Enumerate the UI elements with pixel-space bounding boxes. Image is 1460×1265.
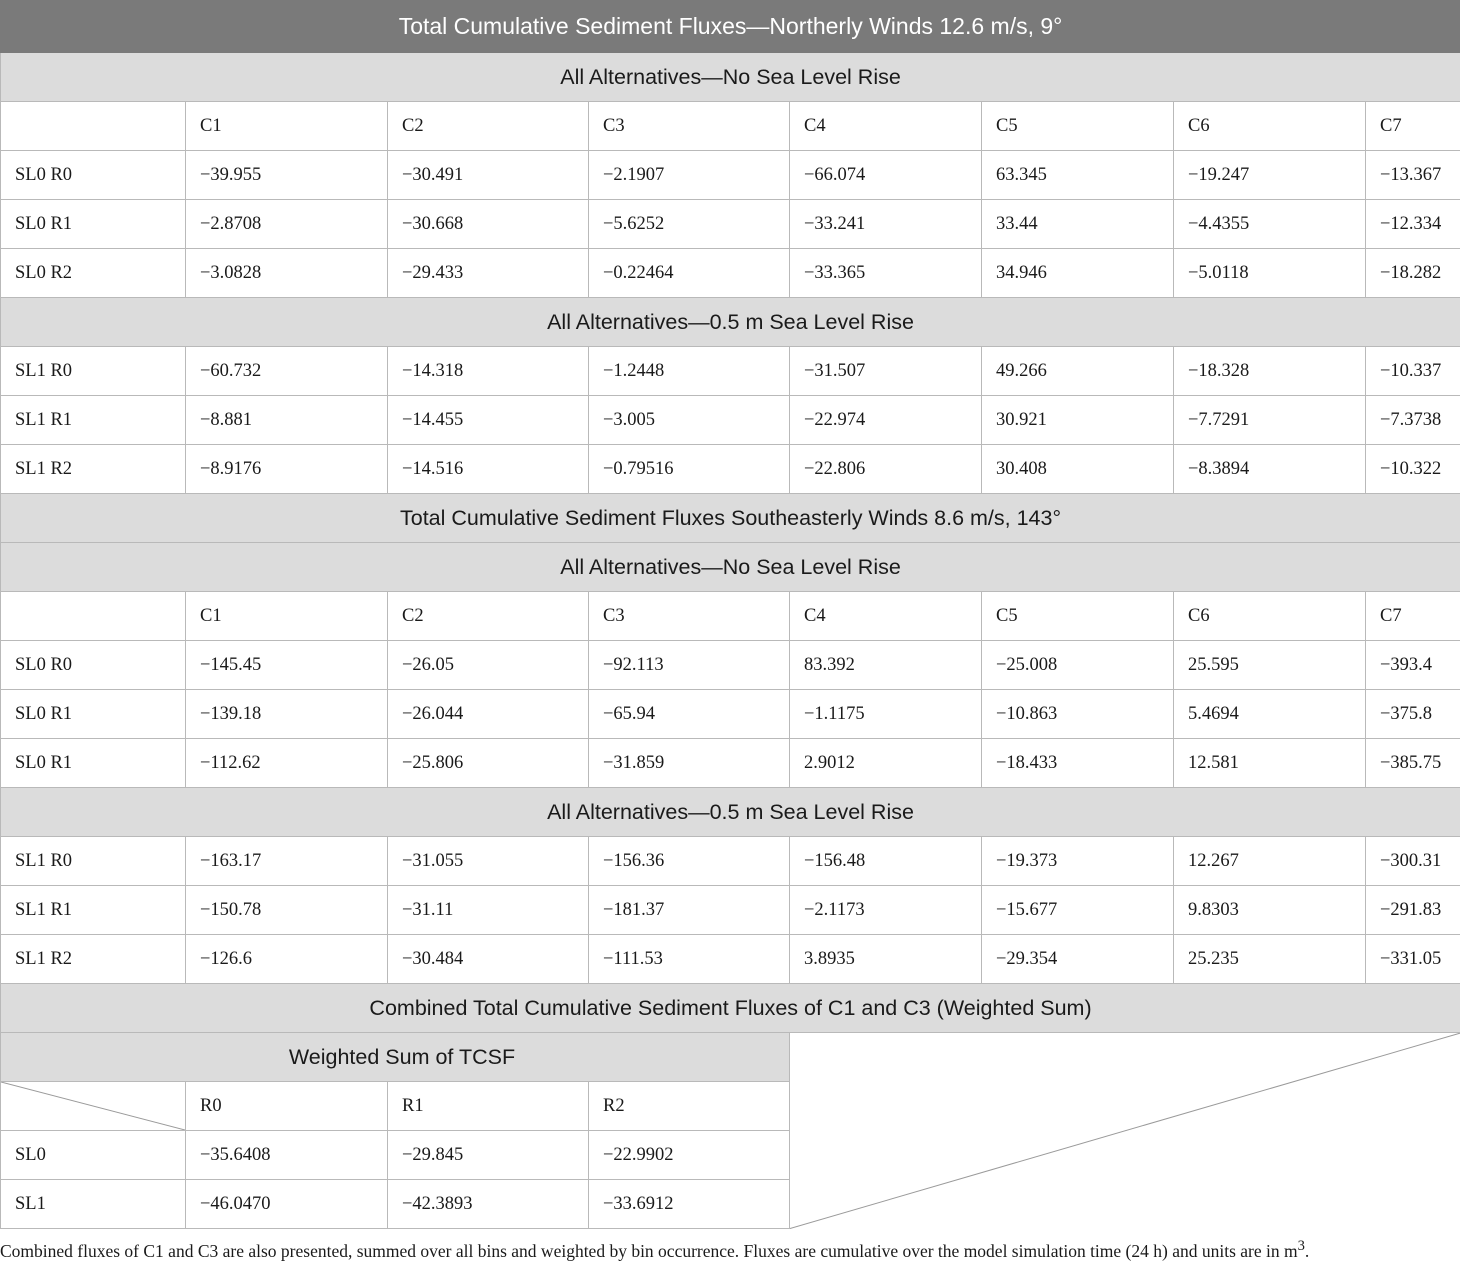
header-corner [1,102,186,151]
col-header: C2 [388,592,589,641]
cell: −3.005 [589,396,790,445]
table-body [1,1,1460,1229]
cell: −112.62 [186,739,388,788]
cell: −25.008 [982,641,1174,690]
row-label: SL0 R0 [1,151,186,200]
table-title: Total Cumulative Sediment Fluxes—Northerly Winds 12.6 m/s, 9° [1,1,1460,53]
cell: 9.8303 [1174,886,1366,935]
cell: −65.94 [589,690,790,739]
col-header: C5 [982,102,1174,151]
cell: −15.677 [982,886,1174,935]
row-label: SL1 R1 [1,886,186,935]
row-label: SL1 R0 [1,837,186,886]
cell: −31.055 [388,837,589,886]
col-header: C4 [790,592,982,641]
table-row [1,249,1460,298]
table-row [1,837,1460,886]
cell: −46.0470 [186,1180,388,1229]
cell: −385.75 [1366,739,1460,788]
col-header: C6 [1174,592,1366,641]
col-header: C7 [1366,592,1460,641]
combined-subtitle: Weighted Sum of TCSF [1,1033,790,1082]
section-north-no-slr: All Alternatives—No Sea Level Rise [1,53,1460,102]
cell: −331.05 [1366,935,1460,984]
cell: −291.83 [1366,886,1460,935]
header-corner [1,592,186,641]
cell: −33.365 [790,249,982,298]
cell: −22.806 [790,445,982,494]
cell: 33.44 [982,200,1174,249]
cell: 12.581 [1174,739,1366,788]
cell: −10.863 [982,690,1174,739]
cell: −145.45 [186,641,388,690]
row-label: SL0 R2 [1,249,186,298]
cell: −8.9176 [186,445,388,494]
cell: −31.859 [589,739,790,788]
row-label: SL0 R1 [1,690,186,739]
cell: 30.921 [982,396,1174,445]
cell: −150.78 [186,886,388,935]
cell: −163.17 [186,837,388,886]
col-header: C3 [589,102,790,151]
row-label: SL1 R2 [1,445,186,494]
cell: −22.974 [790,396,982,445]
cell: −14.318 [388,347,589,396]
cell: −60.732 [186,347,388,396]
cell: −26.044 [388,690,589,739]
cell: −25.806 [388,739,589,788]
cell: −126.6 [186,935,388,984]
col-header: R2 [589,1082,790,1131]
row-label: SL0 [1,1131,186,1180]
cell: −39.955 [186,151,388,200]
cell: −33.241 [790,200,982,249]
cell: −7.3738 [1366,396,1460,445]
table-row [1,886,1460,935]
cell: 25.595 [1174,641,1366,690]
cell: −13.367 [1366,151,1460,200]
blank-diagonal-line [790,1033,1460,1229]
section-row [1,543,1460,592]
cell: −4.4355 [1174,200,1366,249]
row-label: SL1 [1,1180,186,1229]
cell: −300.31 [1366,837,1460,886]
col-header: C4 [790,102,982,151]
cell: 30.408 [982,445,1174,494]
col-header: C1 [186,102,388,151]
cell: −139.18 [186,690,388,739]
cell: −29.354 [982,935,1174,984]
table-row [1,347,1460,396]
cell: −30.668 [388,200,589,249]
row-label: SL1 R1 [1,396,186,445]
cell: −92.113 [589,641,790,690]
cell: −0.22464 [589,249,790,298]
cell: 63.345 [982,151,1174,200]
cell: −1.1175 [790,690,982,739]
section-row [1,298,1460,347]
row-label: SL1 R2 [1,935,186,984]
table-row [1,151,1460,200]
combined-blank-area [790,1033,1460,1229]
cell: 2.9012 [790,739,982,788]
cell: −30.491 [388,151,589,200]
cell: −33.6912 [589,1180,790,1229]
table-row [1,396,1460,445]
cell: 34.946 [982,249,1174,298]
cell: −3.0828 [186,249,388,298]
cell: −5.6252 [589,200,790,249]
cell: 49.266 [982,347,1174,396]
cell: −29.845 [388,1131,589,1180]
col-header: R0 [186,1082,388,1131]
cell: −2.1907 [589,151,790,200]
combined-header-corner [1,1082,186,1131]
section-row [1,984,1460,1033]
table-row [1,935,1460,984]
combined-title: Combined Total Cumulative Sediment Fluxes of C1 and C3 (Weighted Sum) [1,984,1460,1033]
cell: −10.322 [1366,445,1460,494]
cell: −7.7291 [1174,396,1366,445]
corner-diagonal-line [1,1082,185,1130]
table-row [1,739,1460,788]
table-row [1,641,1460,690]
table-row [1,200,1460,249]
cell: −2.8708 [186,200,388,249]
combined-subtitle-row [1,1033,1460,1082]
col-header: C6 [1174,102,1366,151]
cell: −2.1173 [790,886,982,935]
col-header: C5 [982,592,1174,641]
col-header: C3 [589,592,790,641]
cell: −10.337 [1366,347,1460,396]
row-label: SL0 R1 [1,200,186,249]
cell: −30.484 [388,935,589,984]
cell: 3.8935 [790,935,982,984]
table-row [1,690,1460,739]
footnote-end: . [1304,1240,1310,1261]
cell: −8.881 [186,396,388,445]
col-header: R1 [388,1082,589,1131]
cell: 12.267 [1174,837,1366,886]
cell: −29.433 [388,249,589,298]
cell: −22.9902 [589,1131,790,1180]
col-header: C2 [388,102,589,151]
cell: −66.074 [790,151,982,200]
footnote-superscript: 3 [1297,1238,1305,1254]
column-header-row [1,592,1460,641]
table-row [1,445,1460,494]
cell: −42.3893 [388,1180,589,1229]
cell: −111.53 [589,935,790,984]
cell: −14.455 [388,396,589,445]
col-header: C1 [186,592,388,641]
cell: −181.37 [589,886,790,935]
row-label: SL1 R0 [1,347,186,396]
column-header-row [1,102,1460,151]
cell: −19.373 [982,837,1174,886]
cell: −0.79516 [589,445,790,494]
cell: −12.334 [1366,200,1460,249]
cell: 5.4694 [1174,690,1366,739]
footnote-text: Combined fluxes of C1 and C3 are also presented, summed over all bins and weighted by bin occurrence. Fluxes are cumulative over the model simulation time (24 h) and units are in m [0,1240,1298,1261]
table-title-row [1,1,1460,53]
section-row [1,53,1460,102]
cell: −375.8 [1366,690,1460,739]
cell: −18.328 [1174,347,1366,396]
cell: 83.392 [790,641,982,690]
cell: −31.507 [790,347,982,396]
section-south-slr: All Alternatives—0.5 m Sea Level Rise [1,788,1460,837]
cell: −14.516 [388,445,589,494]
section-row [1,494,1460,543]
cell: −35.6408 [186,1131,388,1180]
section-south-no-slr: All Alternatives—No Sea Level Rise [1,543,1460,592]
cell: −393.4 [1366,641,1460,690]
cell: −31.11 [388,886,589,935]
cell: −8.3894 [1174,445,1366,494]
south-title: Total Cumulative Sediment Fluxes Southeasterly Winds 8.6 m/s, 143° [1,494,1460,543]
cell: −156.48 [790,837,982,886]
section-row [1,788,1460,837]
cell: −26.05 [388,641,589,690]
cell: −5.0118 [1174,249,1366,298]
cell: −19.247 [1174,151,1366,200]
col-header: C7 [1366,102,1460,151]
row-label: SL0 R1 [1,739,186,788]
cell: −18.433 [982,739,1174,788]
table-footnote [0,1238,1460,1262]
row-label: SL0 R0 [1,641,186,690]
section-north-slr: All Alternatives—0.5 m Sea Level Rise [1,298,1460,347]
cell: −1.2448 [589,347,790,396]
cell: −156.36 [589,837,790,886]
cell: 25.235 [1174,935,1366,984]
cell: −18.282 [1366,249,1460,298]
